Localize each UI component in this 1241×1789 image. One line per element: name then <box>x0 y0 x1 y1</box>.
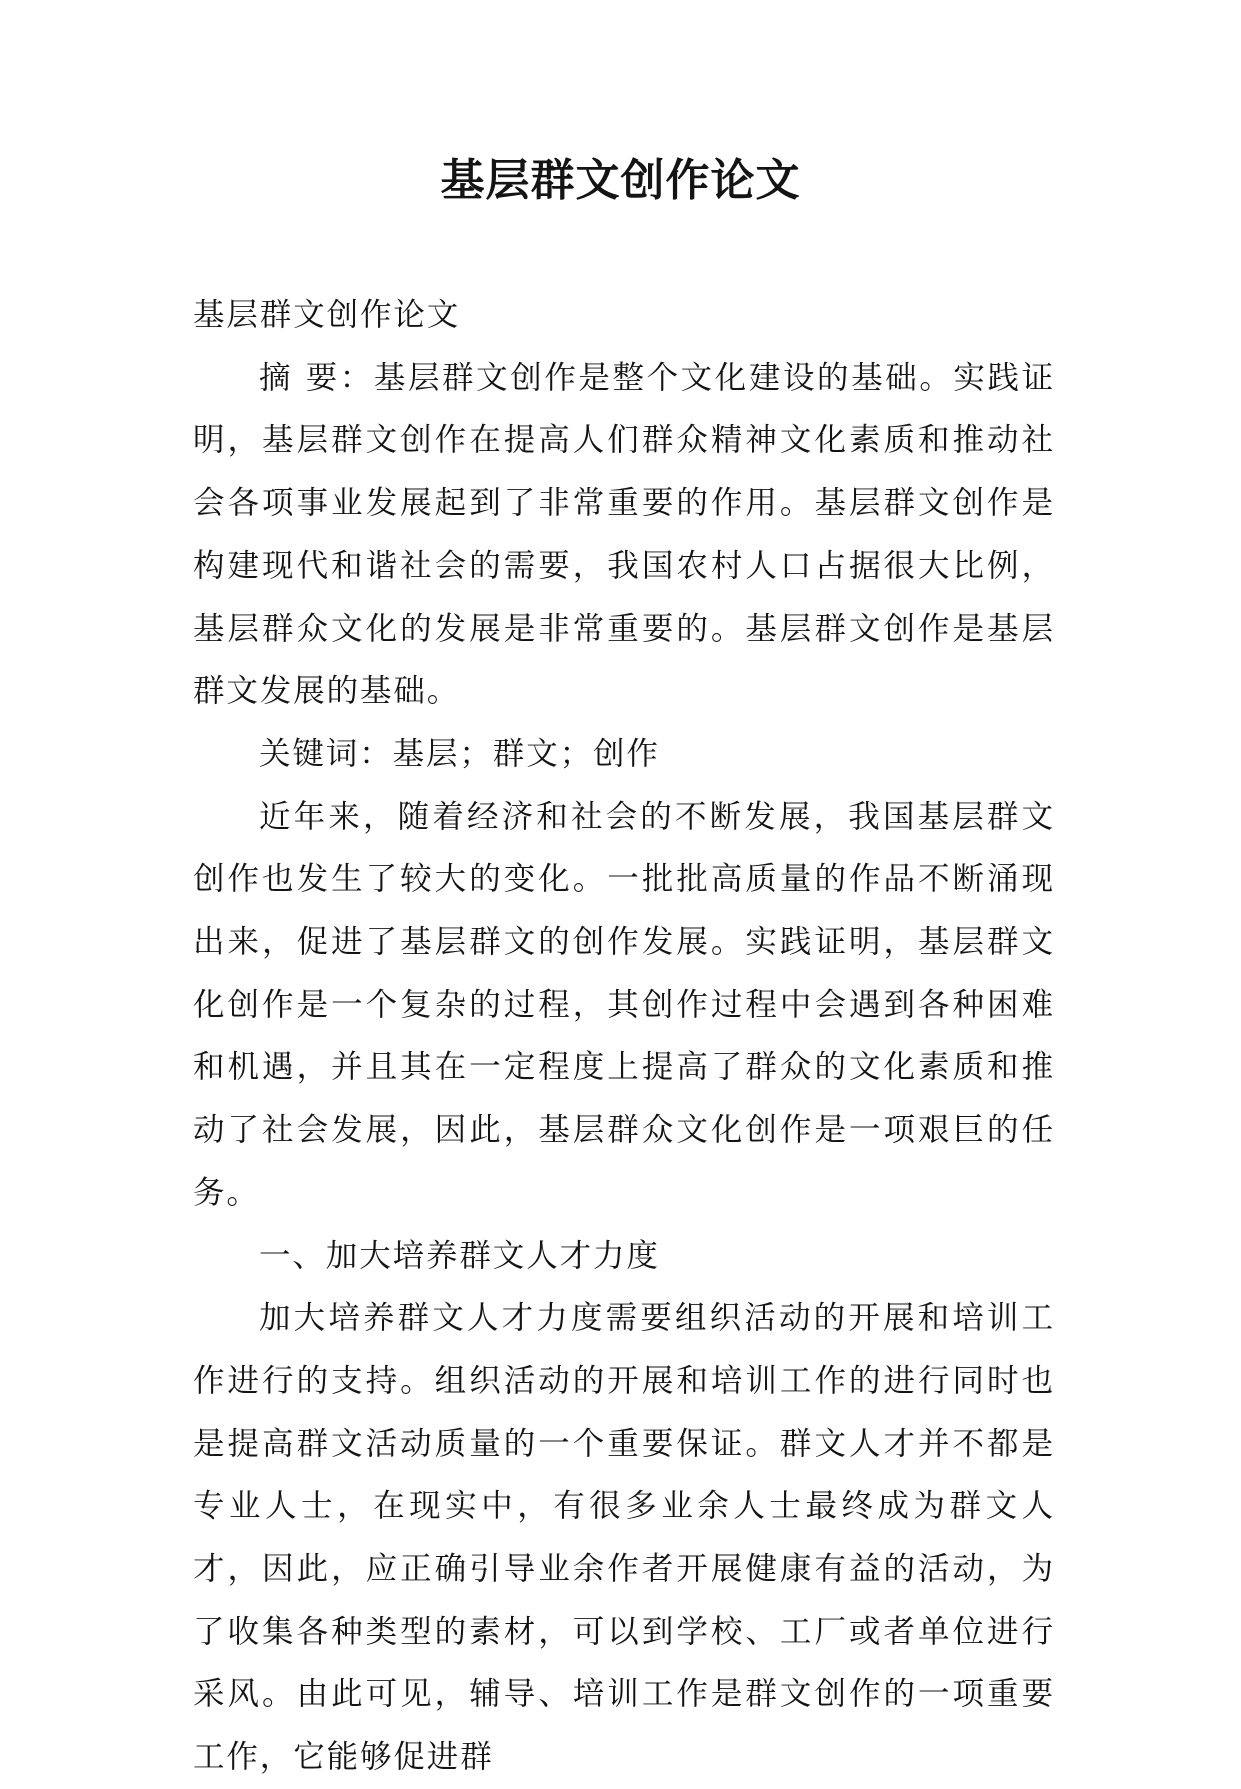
keywords-paragraph: 关键词：基层；群文；创作 <box>259 735 660 772</box>
document-subtitle: 基层群文创作论文 <box>193 297 461 333</box>
section-heading: 一、加大培养群文人才力度 <box>259 1237 660 1274</box>
document-body <box>193 284 1055 1789</box>
abstract-paragraph: 摘 要：基层群文创作是整个文化建设的基础。实践证明，基层群文创作在提高人们群众精神文化素质和推动社会各项事业发展起到了非常重要的作用。基层群文创作是构建现代和谐社会的需要，我国农村人口占据很大比例，基层群众文化的发展是非常重要的。基层群文创作是基层群文发展的基础。 <box>193 359 1055 710</box>
section-paragraph: 加大培养群文人才力度需要组织活动的开展和培训工作进行的支持。组织活动的开展和培训工作的进行同时也是提高群文活动质量的一个重要保证。群文人才并不都是专业人士，在现实中，有很多业余人士最终成为群文人才，因此，应正确引导业余作者开展健康有益的活动，为了收集各种类型的素材，可以到学校、工厂或者单位进行采风。由此可见，辅导、培训工作是群文创作的一项重要工作，它能够促进群 <box>193 1300 1055 1776</box>
document-title: 基层群文创作论文 <box>440 155 801 206</box>
intro-paragraph: 近年来，随着经济和社会的不断发展，我国基层群文创作也发生了较大的变化。一批批高质量的作品不断涌现出来，促进了基层群文的创作发展。实践证明，基层群文化创作是一个复杂的过程，其创作过程中会遇到各种困难和机遇，并且其在一定程度上提高了群众的文化素质和推动了社会发展，因此，基层群众文化创作是一项艰巨的任务。 <box>193 798 1055 1211</box>
